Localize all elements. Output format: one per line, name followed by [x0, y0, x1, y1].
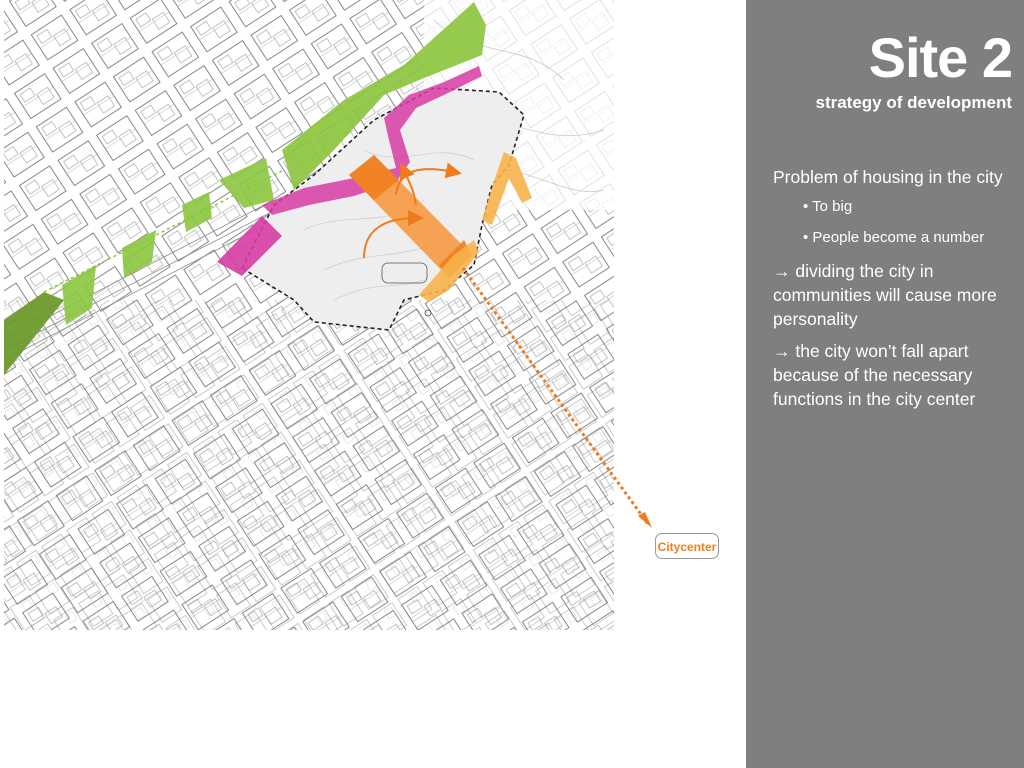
slide-title: Site 2	[868, 26, 1012, 89]
slide-subtitle: strategy of development	[815, 93, 1012, 112]
bullet-item: • People become a number	[803, 229, 985, 246]
site-map-svg	[4, 0, 614, 630]
argument-communities: → dividing the city in communities will cause more personality	[773, 261, 997, 329]
site-map	[4, 0, 614, 630]
problem-bullets	[773, 197, 1018, 248]
slide-content	[773, 165, 1018, 419]
citycenter-label: Citycenter	[655, 533, 719, 559]
bullet-item: • To big	[803, 198, 853, 215]
argument-city-center: → the city won’t fall apart because of the necessary functions in the city center	[773, 341, 976, 409]
city-blocks-south	[4, 300, 614, 630]
problem-statement: Problem of housing in the city	[773, 167, 1003, 187]
side-panel	[746, 0, 1024, 768]
route-arrowhead	[638, 512, 652, 528]
